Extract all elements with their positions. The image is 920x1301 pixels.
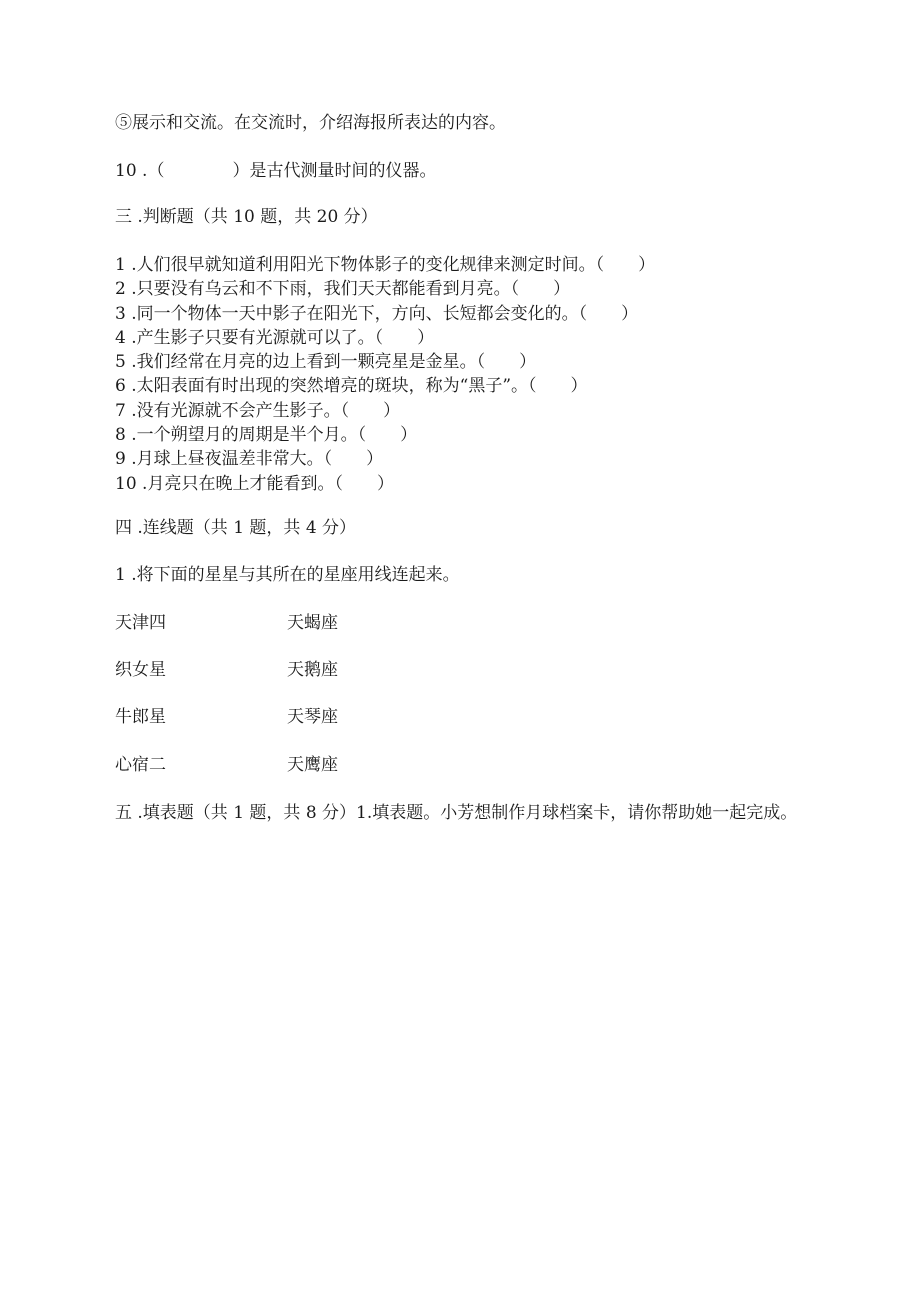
star-name: 牛郎星 <box>115 707 166 727</box>
judgment-questions-list <box>115 253 655 496</box>
section-4-heading: 四 .连线题（共 1 题，共 4 分） <box>115 518 357 538</box>
matching-question: 1 .将下面的星星与其所在的星座用线连起来。 <box>115 565 460 585</box>
star-name: 心宿二 <box>115 755 166 775</box>
judgment-item-5: 5 .我们经常在月亮的边上看到一颗亮星是金星。（ ） <box>115 352 537 373</box>
previous-item-text: ⑤展示和交流。在交流时，介绍海报所表达的内容。 <box>115 113 506 133</box>
question-10: 10 .（ ）是古代测量时间的仪器。 <box>115 161 437 181</box>
section-3-heading: 三 .判断题（共 10 题，共 20 分） <box>115 207 378 227</box>
judgment-item-9: 9 .月球上昼夜温差非常大。（ ） <box>115 449 384 470</box>
judgment-item-8: 8 .一个朔望月的周期是半个月。（ ） <box>115 425 418 446</box>
constellation-name: 天鹰座 <box>287 755 338 775</box>
constellation-name: 天鹅座 <box>287 660 338 680</box>
judgment-item-3: 3 .同一个物体一天中影子在阳光下，方向、长短都会变化的。（ ） <box>115 303 639 324</box>
star-name: 织女星 <box>115 660 166 680</box>
judgment-item-6: 6 .太阳表面有时出现的突然增亮的斑块，称为“黑子”。（ ） <box>115 376 588 397</box>
judgment-item-4: 4 .产生影子只要有光源就可以了。（ ） <box>115 327 435 348</box>
constellation-name: 天琴座 <box>287 707 338 727</box>
judgment-item-10: 10 .月亮只在晚上才能看到。（ ） <box>115 473 394 494</box>
section-5-text: 五 .填表题（共 1 题，共 8 分）1.填表题。小芳想制作月球档案卡，请你帮助她一起完成。 <box>115 803 798 823</box>
constellation-name: 天蝎座 <box>287 613 338 633</box>
judgment-item-2: 2 .只要没有乌云和不下雨，我们天天都能看到月亮。（ ） <box>115 279 571 300</box>
judgment-item-1: 1 .人们很早就知道利用阳光下物体影子的变化规律来测定时间。（ ） <box>115 255 656 275</box>
star-name: 天津四 <box>115 613 166 633</box>
judgment-item-7: 7 .没有光源就不会产生影子。（ ） <box>115 400 401 421</box>
